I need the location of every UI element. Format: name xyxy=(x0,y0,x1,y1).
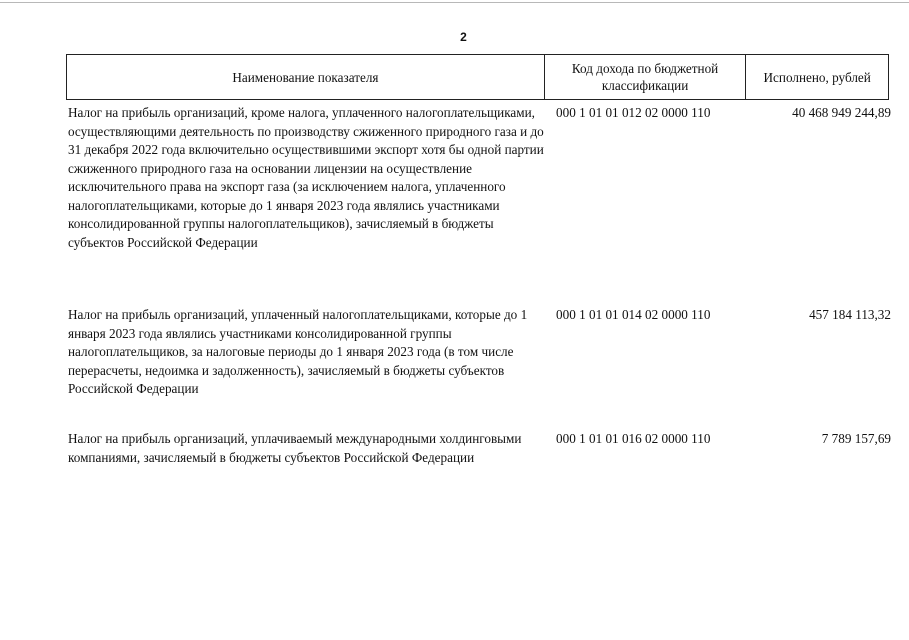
row-executed-amount: 457 184 113,32 xyxy=(809,307,891,322)
row-income-code: 000 1 01 01 012 02 0000 110 xyxy=(556,105,711,120)
page-number: 2 xyxy=(460,30,467,44)
column-header-name: Наименование показателя xyxy=(67,55,545,99)
row-indicator-name: Налог на прибыль организаций, кроме налога, уплаченного налогоплательщиками, осуществляющими деятельность по производству сжиженного природного газа и до 31 декабря 2022 года включительно осуществившими экспорт хотя бы одной партии сжиженного природного газа на основании лицензии на осуществление исключительного права на экспорт газа (за исключением налога, уплаченного налогоплательщиками, которые до 1 января 2023 года являлись участниками консолидированной группы налогоплательщиков), зачисляемый в бюджеты субъектов Российской Федерации xyxy=(68,105,544,250)
column-header-executed: Исполнено, рублей xyxy=(763,69,871,85)
row-indicator-name: Налог на прибыль организаций, уплаченный налогоплательщиками, которые до 1 января 2023 года являлись участниками консолидированной группы налогоплательщиков, за налоговые периоды до 1 января 2023 года (в том числе перерасчеты, недоимка и задолженность), зачисляемый в бюджеты субъектов Российской Федерации xyxy=(68,307,528,396)
row-indicator-name: Налог на прибыль организаций, уплачиваемый международными холдинговыми компаниями, зачисляемый в бюджеты субъектов Российской Федерации xyxy=(68,431,522,465)
row-executed-amount: 7 789 157,69 xyxy=(821,431,891,446)
row-executed-amount: 40 468 949 244,89 xyxy=(792,105,891,120)
table-header xyxy=(66,54,889,100)
column-header-code: Код дохода по бюджетной классификации xyxy=(545,55,747,99)
page-top-edge xyxy=(0,2,909,3)
row-income-code: 000 1 01 01 016 02 0000 110 xyxy=(556,431,711,446)
row-income-code: 000 1 01 01 014 02 0000 110 xyxy=(556,307,711,322)
